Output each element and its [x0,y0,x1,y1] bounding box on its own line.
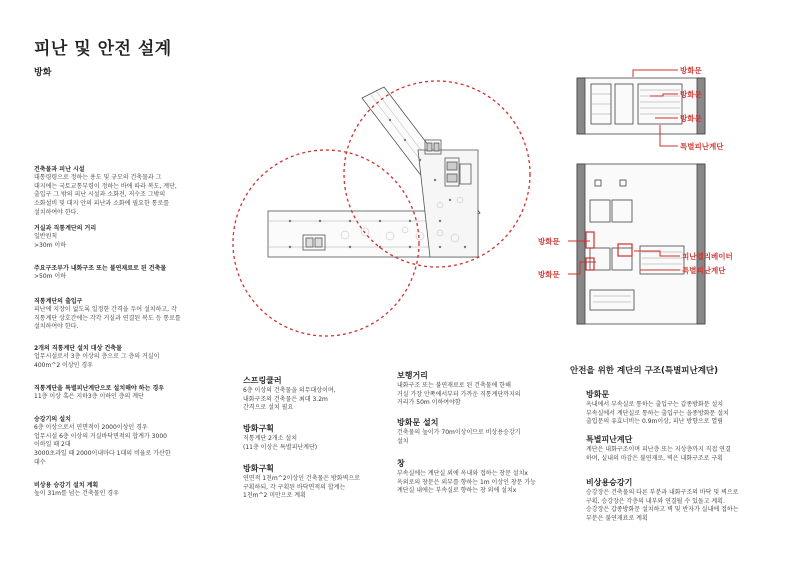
section-heading-sprinkler: 스프링쿨러 [243,376,282,385]
stair-detail-bottom [577,164,705,324]
block-body: 피난에 지장이 없도록 일정한 간격을 두어 설치하고, 각 직통계단 상호간에는 각각 거실과 연결된 복도 등 통로를 설치하여야 한다. [34,306,181,331]
page-subtitle: 방화 [34,68,52,78]
page-title: 피난 및 안전 설계 [34,39,172,59]
callout-fire-door-3: 방화문 [680,114,702,123]
section-body-special-stair-spec: 계단은 내화구조이며 피난층 또는 지상층까지 직접 연결 하며, 실내의 마감은 불연재로, 벽은 내화구조로 구획 [586,446,731,462]
section-body-fire-compartment: 직통계단 2개소 설치 (11층 이상은 특별피난계단) [243,435,318,451]
section-body-sprinkler: 6층 이상의 건축물을 의무대상이며, 내화구조의 건축물은 최대 3.2m 간격으로 설치 필요 [243,387,336,412]
block-body: 높이 31m를 넘는 건축물인 경우 [34,490,119,498]
callout-fire-door-1: 방화문 [680,66,702,75]
section-heading-fire-compartment: 방화구획 [243,424,274,433]
stair-detail-top [577,78,705,134]
section-heading-fire-door: 방화문 설치 [397,418,439,427]
block-body: 일반원칙 >30m 이하 [34,233,67,249]
block-body: 대통령령으로 정하는 용도 및 규모의 건축물과 그 대지에는 국토교통부령이 정하는 바에 따라 복도, 계단, 출입구 그 밖의 피난 시설과 소화전, 저수조 그밖의 소화설비 및 대지 안의 피난과 소화에 필요한 통로를 설치하여야 한다. [34,174,177,216]
block-body: >50m 이하 [34,273,67,281]
callout-fire-door-4: 방화문 [538,237,560,246]
section-heading-special-stair-spec: 특별피난계단 [586,435,633,444]
section-heading-fire-door-spec: 방화문 [586,390,610,399]
section-heading-walking-distance: 보행거리 [397,371,428,380]
block-body: 11층 이상 혹은 지하3층 이하인 층의 계단 [34,393,144,401]
block-heading: 승강기의 설치 [34,415,71,423]
block-body: 6층 이상으로서 연면적이 2000이상인 경우 업무시설 6층 이상의 거실바닥면적의 합계가 3000 이하일 때 2대 3000초과일 때 2000이내마다 1대의 비율로 가산한 대수 [34,424,171,466]
callout-special-stair-bottom: 특별피난계단 [682,266,726,275]
section-body-walking-distance: 내화구조 또는 불연재료로 된 건축물에 한해 거실 가장 안쪽에서부터 가까운 직통계단까지의 거리가 50m 이하여야함 [397,382,521,407]
block-heading: 주요구조부가 내화구조 또는 불연재료로 된 건축물 [34,264,167,272]
block-heading: 비상용 승강기 설치 계획 [34,481,99,489]
callout-evacuation-elevator: 피난엘리베이터 [682,252,733,261]
section-body-fire-door-spec: 옥내에서 부속실로 통하는 출입구는 갑종방화문 설치 부속실에서 계단실로 통하는 출입구는 을종방화문 설치 출입문의 유효너비는 0.9m이상, 피난 방향으로 열림 [586,401,729,426]
section-body-fire-compartment-2: 연면적 1천m^2이상인 건축물은 방화벽으로 구획하되, 각 구획된 바닥면적의 합계는 1천m^2 미만으로 계획 [243,475,360,500]
block-body: 업무시설로서 3층 이상의 층으로 그 층의 거실이 400m^2 이상인 경우 [34,353,160,369]
section-body-fire-door: 건축물의 높이가 70m이상이므로 비상용승강기 설치 [397,429,521,445]
section-body-window: 부속실에는 계단실 외에 옥내와 접하는 창문 설치x 옥외로의 창문은 외부를 향하는 1m 이상인 창문 가능 계단실 내에는 부속실로 향하는 창 외에 설치x [397,470,536,495]
callout-fire-door-5: 방화문 [538,270,560,279]
section-heading-fire-compartment-2: 방화구획 [243,464,274,473]
section-body-emergency-elevator-spec: 승강장은 건축물의 다른 부분과 내화구조의 바닥 및 벽으로 구획, 승강장은 각층의 내부와 연결될 수 있돌고 계획. 승강장은 갑종방화문 설치하고 벽 및 반자가 실내에 접하는 부분은 불연재료로 계획 [586,489,739,522]
callout-fire-door-2: 방화문 [680,90,702,99]
section-heading-window: 창 [397,459,405,468]
block-heading: 거실과 직통계단의 거리 [34,224,97,232]
section-heading-emergency-elevator-spec: 비상용승강기 [586,478,633,487]
block-heading: 직통계단의 출입구 [34,297,83,305]
block-heading: 2개의 직통계단 설치 대상 건축물 [34,344,122,352]
callout-special-stair-top: 특별피난계단 [680,142,724,151]
block-heading: 건축물과 피난 시설 [34,165,85,173]
floor-plan-building [268,87,480,257]
section-heading-stair-structure: 안전을 위한 계단의 구조(특별피난계단) [570,366,719,376]
block-heading: 직통계단을 특별피난계단으로 설치해야 하는 경우 [34,384,165,392]
